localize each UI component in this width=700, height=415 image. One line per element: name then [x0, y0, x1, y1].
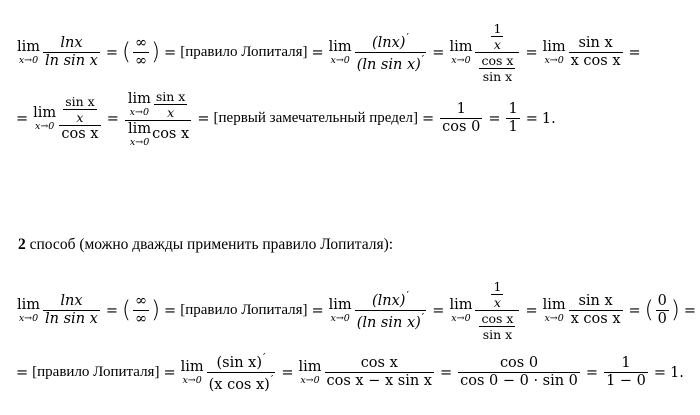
bracket-note: [правило Лопиталя]: [180, 302, 308, 319]
formula-line-4: = [правило Лопиталя] = lim x→0 $\frac{(\sin x)'}{(x \cos x)'}$ = lim x→0 $\frac{\text{cos x}}{\text{cos x − x sin x}}$ = $\frac{\cos 0}{\cos 0 - 0 \cdot \sin 0}$ = $\frac{1}{1 - 0}$ = 1.: [16, 351, 684, 394]
formula-line-1: lim x→0 $\frac{\ln x}{\text{ln sin x}}$ = ( $\frac{\infty}{\infty}$ ) = [правило Лопиталя] = lim x→0 $\frac{(\ln x)'}{(\ln \sin x)'}$ = lim x→0 $\frac{\frac{1}{x}}{\frac{\text{cos x}}{\text{sin x}}}$ = lim x→0 $\frac{\text{sin x}}{\text{x cos x}}$ =: [17, 21, 641, 85]
formula-line-2: = lim x→0 $\frac{\frac{\text{sin x}}{x}}{\text{cos x}}$ = lim x→0 $\frac{\text{sin x}}{x}$ lim x→0 cos x = [первый замечательный предел] = $\frac{1}{\cos 0}$ = $\frac{1}{1}$ = 1.: [16, 89, 556, 148]
bracket-note: [первый замечательный предел]: [213, 110, 419, 127]
formula-line-3: lim x→0 $\frac{\ln x}{\text{ln sin x}}$ = ( $\frac{\infty}{\infty}$ ) = [правило Лопиталя] = lim x→0 $\frac{(\ln x)'}{(\ln \sin x)'}$ = lim x→0 $\frac{\frac{1}{x}}{\frac{\text{cos x}}{\text{sin x}}}$ = lim x→0 $\frac{\text{sin x}}{\text{x cos x}}$ = ( $\frac{0}{0}$ ) =: [17, 279, 697, 343]
method-heading: 2 способ (можно дважды применить правило Лопиталя):: [18, 236, 394, 253]
indeterminate-form: $\frac{\infty}{\infty}$: [134, 35, 148, 70]
limit-operator: lim x→0: [17, 39, 41, 66]
bracket-note: [правило Лопиталя]: [180, 44, 308, 61]
result: 1.: [670, 364, 684, 381]
bracket-note: [правило Лопиталя]: [32, 364, 160, 381]
fraction: $\frac{\ln x}{\text{ln sin x}}$: [45, 35, 98, 70]
result: 1.: [541, 110, 556, 127]
